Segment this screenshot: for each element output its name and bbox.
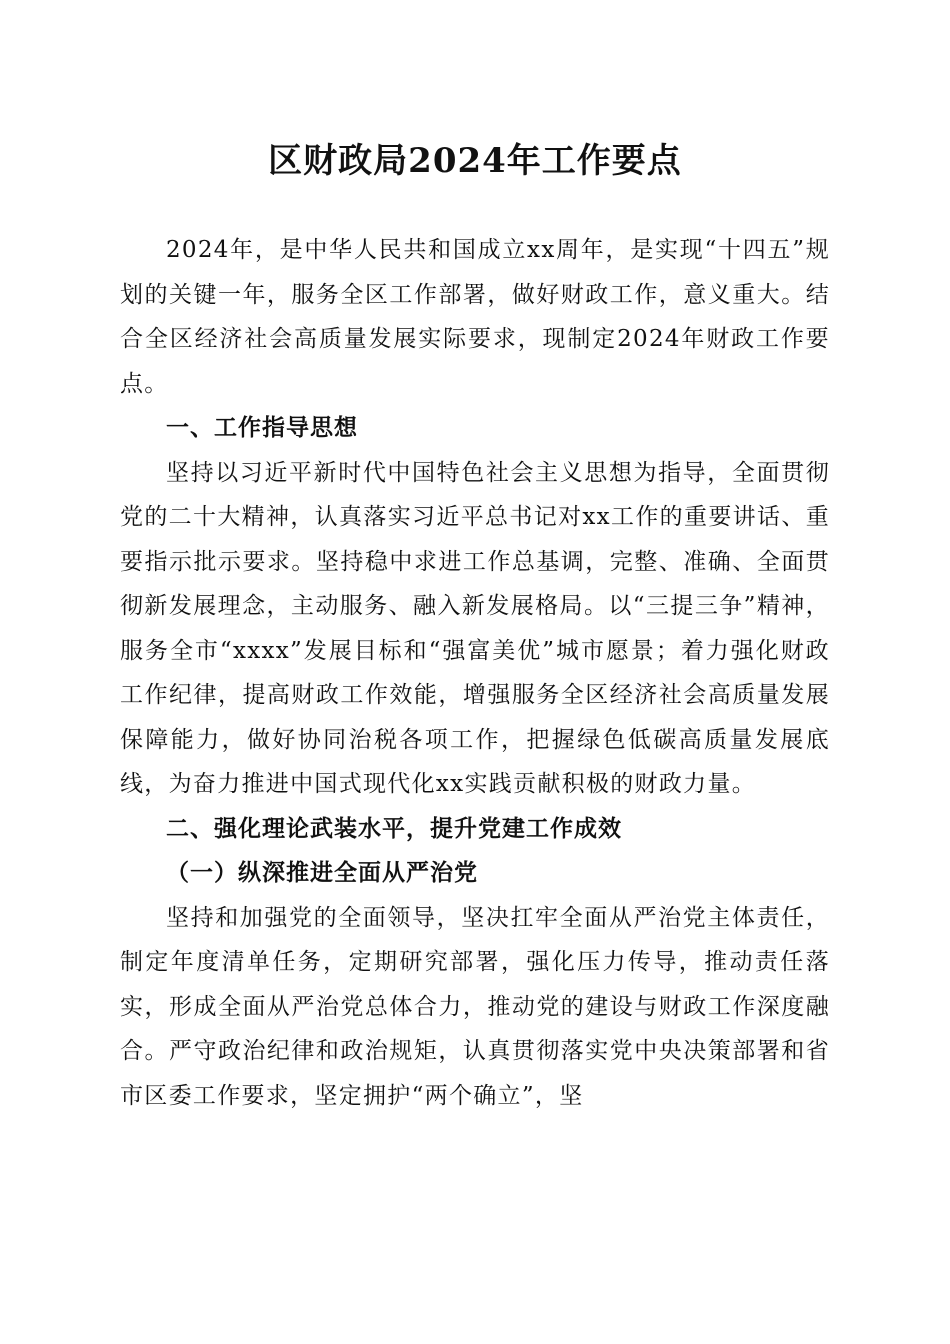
subsection-heading-strict-governance: （一）纵深推进全面从严治党 bbox=[166, 859, 478, 886]
guiding-thought-paragraph: 坚持以习近平新时代中国特色社会主义思想为指导，全面贯彻党的二十大精神，认真落实习近平总书记对xx工作的重要讲话、重要指示批示要求。坚持稳中求进工作总基调，完整、准确、全面贯彻新发展理念，主动服务、融入新发展格局。以“三提三争”精神，服务全市“xxxx”发展目标和“强富美优”城市愿景；着力强化财政工作纪律，提高财政工作效能，增强服务全区经济社会高质量发展保障能力，做好协同治税各项工作，把握绿色低碳高质量发展底线，为奋力推进中国式现代化xx实践贡献积极的财政力量。 bbox=[120, 459, 830, 797]
document-title: 区财政局2024年工作要点 bbox=[268, 141, 682, 181]
document-body bbox=[120, 228, 830, 1118]
section-heading-party-building: 二、强化理论武装水平，提升党建工作成效 bbox=[166, 815, 622, 842]
section-heading-guiding-thought: 一、工作指导思想 bbox=[166, 415, 358, 441]
intro-paragraph: 2024年，是中华人民共和国成立xx周年，是实现“十四五”规划的关键一年，服务全区工作部署，做好财政工作，意义重大。结合全区经济社会高质量发展实际要求，现制定2024年财政工作要点。 bbox=[120, 237, 830, 397]
strict-governance-paragraph: 坚持和加强党的全面领导，坚决扛牢全面从严治党主体责任，制定年度清单任务，定期研究部署，强化压力传导，推动责任落实，形成全面从严治党总体合力，推动党的建设与财政工作深度融合。严守政治纪律和政治规矩，认真贯彻落实党中央决策部署和省市区委工作要求，坚定拥护“两个确立”，坚 bbox=[120, 904, 830, 1109]
